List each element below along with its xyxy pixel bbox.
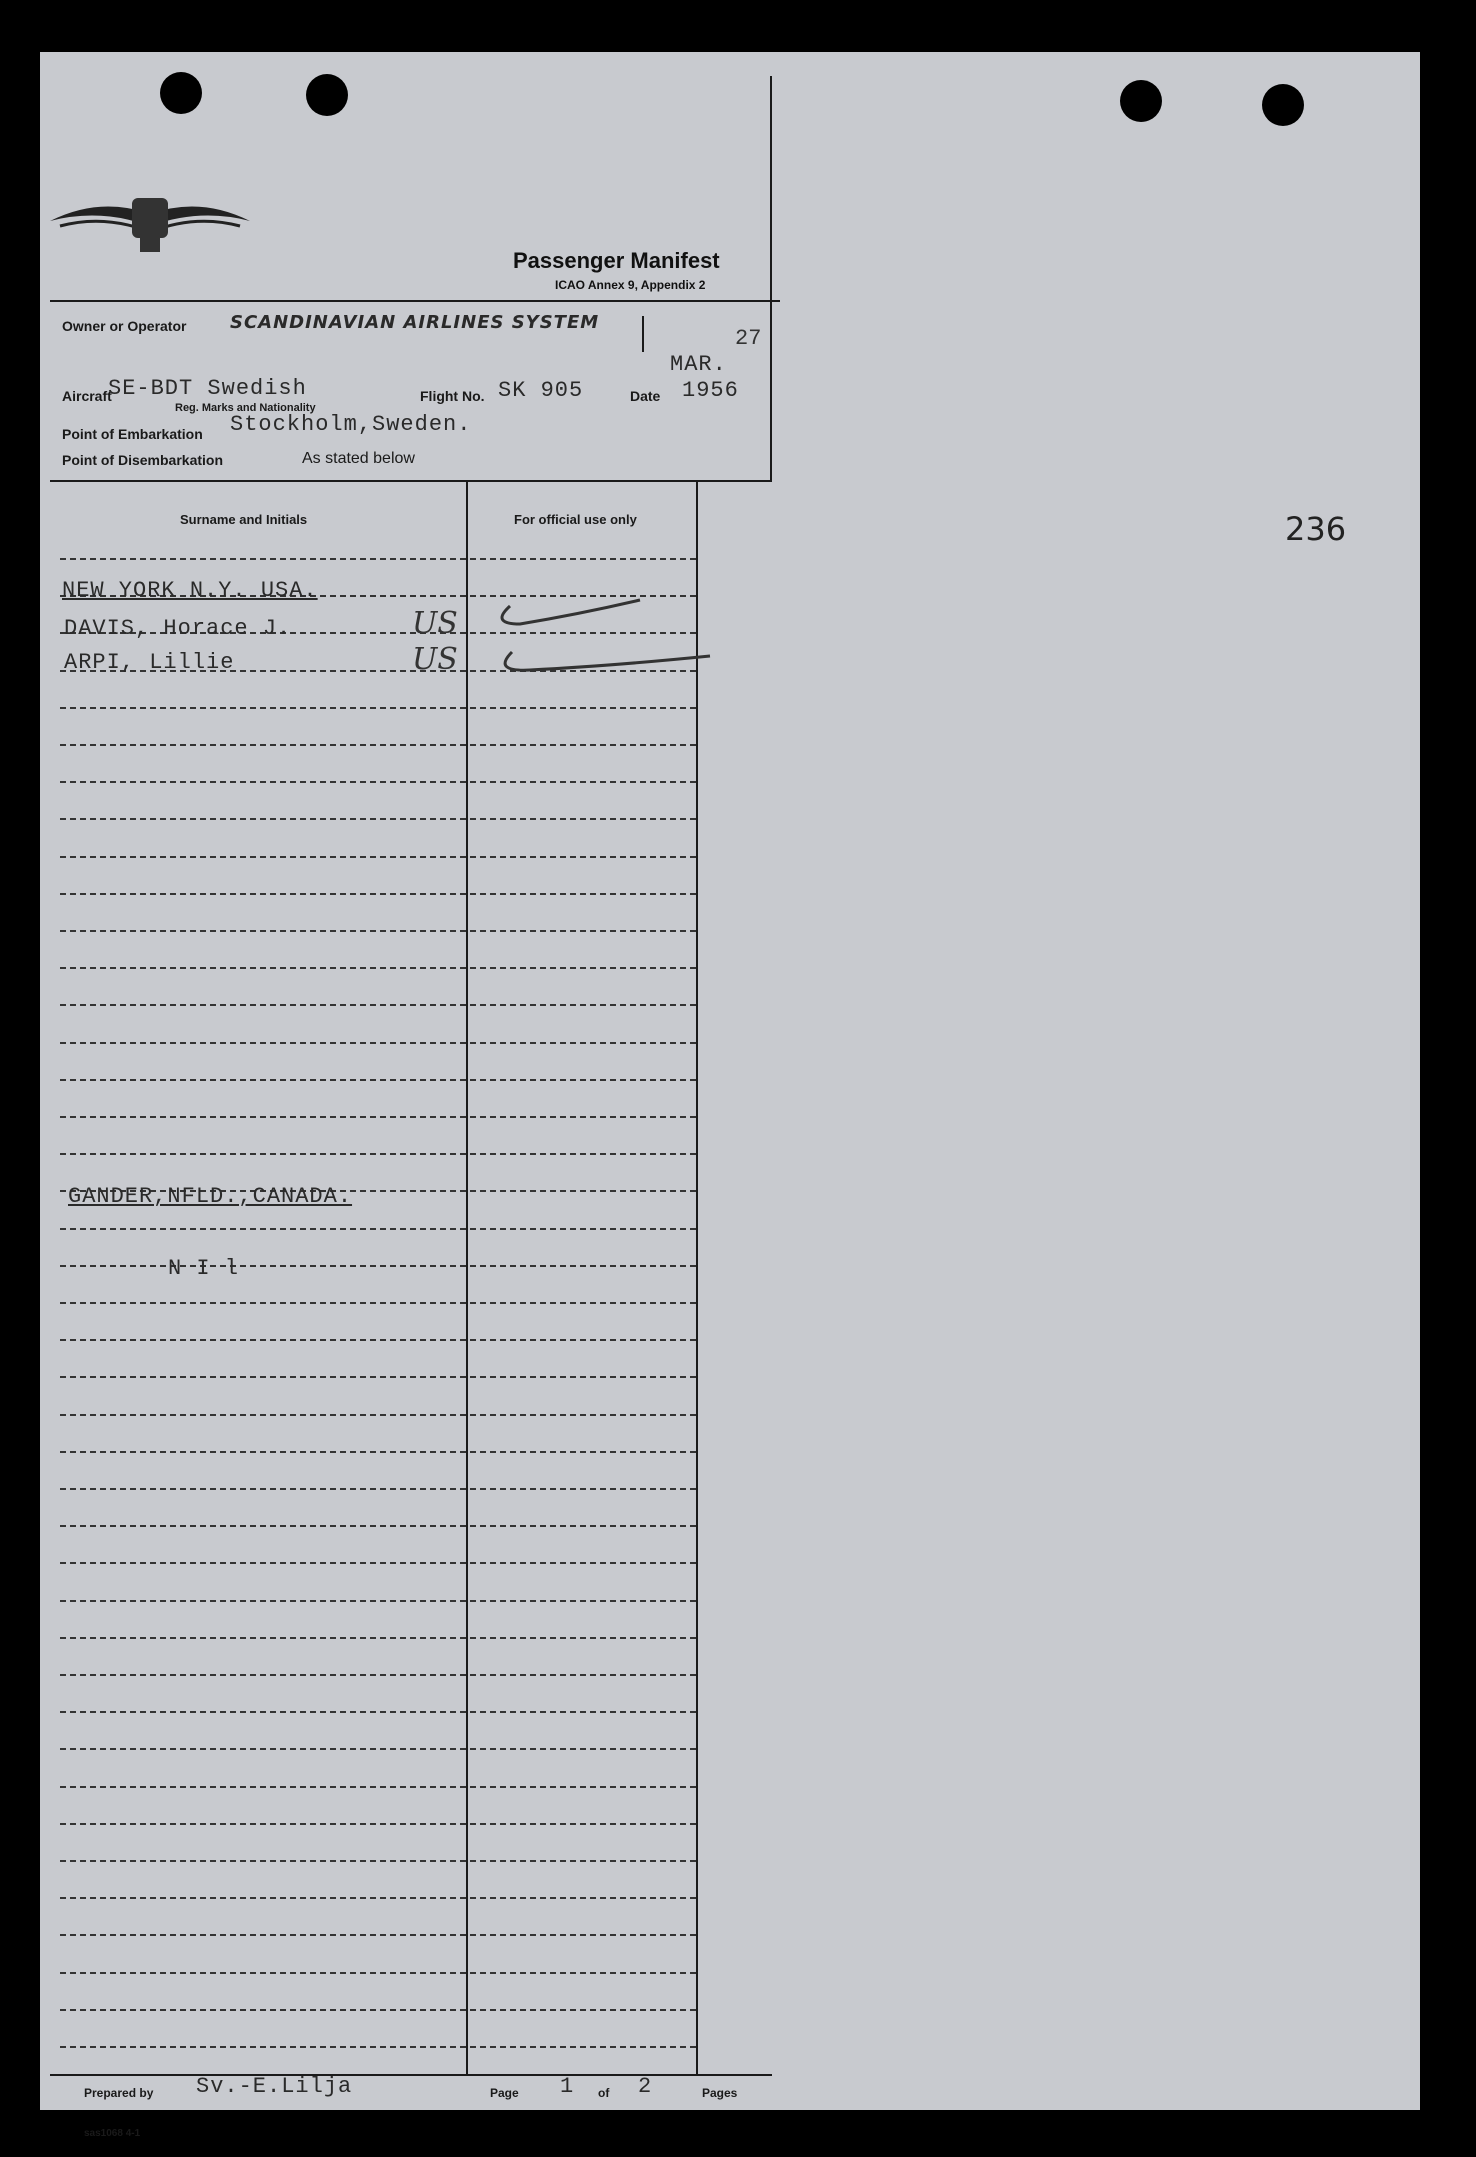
of-label: of [598,2086,610,2100]
table-ruling [60,856,696,859]
disembark-label: Point of Disembarkation [62,452,224,468]
aircraft-label: Aircraft [62,388,112,404]
aircraft-sublabel: Reg. Marks and Nationality [175,402,316,414]
table-ruling [60,893,696,896]
owner-label: Owner or Operator [62,318,187,334]
table-ruling [60,1376,696,1379]
punch-hole [1120,80,1162,122]
table-ruling [60,1488,696,1491]
table-ruling [60,1228,696,1231]
passenger-davis: DAVIS, Horace J. [64,616,292,641]
table-ruling [60,1934,696,1937]
table-ruling [60,967,696,970]
table-ruling [60,1674,696,1677]
page-total: 2 [638,2074,653,2099]
table-ruling [60,1302,696,1305]
col-official-header: For official use only [514,512,637,527]
table-ruling [60,744,696,747]
date-month: MAR. [670,352,727,377]
destination-gander: GANDER,NFLD.,CANADA. [68,1184,353,1209]
destination-new-york: NEW YORK N.Y. USA. [62,578,318,603]
table-ruling [60,2046,696,2049]
embark-label: Point of Embarkation [62,426,203,442]
passenger-davis-mark: US [412,606,458,641]
header-rule [50,300,780,302]
table-ruling [60,1042,696,1045]
table-ruling [60,1860,696,1863]
table-ruling [60,781,696,784]
header-right-edge [770,76,772,480]
table-col-divider [466,480,468,2076]
table-ruling [60,558,696,561]
table-ruling [60,1153,696,1156]
table-ruling [60,818,696,821]
manifest-form [50,76,780,2139]
aircraft-value: SE-BDT Swedish [108,376,307,401]
table-ruling [60,1525,696,1528]
flight-value: SK 905 [498,378,584,403]
embark-value: Stockholm,Sweden. [230,412,472,437]
table-ruling [60,1451,696,1454]
pages-label: Pages [702,2086,738,2100]
date-label: Date [630,388,661,404]
table-ruling [60,2009,696,2012]
date-day: 27 [735,326,762,351]
prepared-label: Prepared by [84,2086,154,2100]
table-ruling [60,1414,696,1417]
prepared-value: Sv.-E.Lilja [196,2074,353,2099]
table-ruling [60,1748,696,1751]
table-ruling [60,1786,696,1789]
sheet-number: 236 [1285,510,1347,548]
manifest-title: Passenger Manifest [513,248,720,273]
table-ruling [60,1265,696,1268]
table-ruling [60,1823,696,1826]
table-ruling [60,1339,696,1342]
owner-value: SCANDINAVIAN AIRLINES SYSTEM [230,312,600,333]
table-ruling [60,1004,696,1007]
form-code: sas1068 4-1 [84,2128,141,2139]
page-label: Page [490,2086,519,2100]
punch-hole [1262,84,1304,126]
passenger-arpi: ARPI, Lillie [64,650,235,675]
table-ruling [60,1637,696,1640]
table-ruling [60,930,696,933]
manifest-page [40,52,1420,2139]
table-bottom-rule [50,2074,772,2076]
table-ruling [60,1600,696,1603]
table-ruling [60,1562,696,1565]
table-ruling [60,1079,696,1082]
table-ruling [60,1897,696,1900]
table-ruling [60,707,696,710]
airline-logo [50,186,250,256]
passenger-arpi-mark: US [412,642,458,677]
table-ruling [60,1711,696,1714]
flight-label: Flight No. [420,388,485,404]
table-ruling [60,1972,696,1975]
table-ruling [60,1116,696,1119]
nil-entry: N I l [168,1256,240,1281]
date-year: 1956 [682,378,739,403]
col-surname-header: Surname and Initials [180,512,308,527]
table-top-rule [50,480,772,482]
page-current: 1 [560,2074,575,2099]
table-right-edge [696,480,698,2076]
disembark-value: As stated below [302,450,415,467]
official-check-marks [490,596,730,696]
manifest-subtitle: ICAO Annex 9, Appendix 2 [555,278,706,292]
owner-divider [642,316,644,352]
